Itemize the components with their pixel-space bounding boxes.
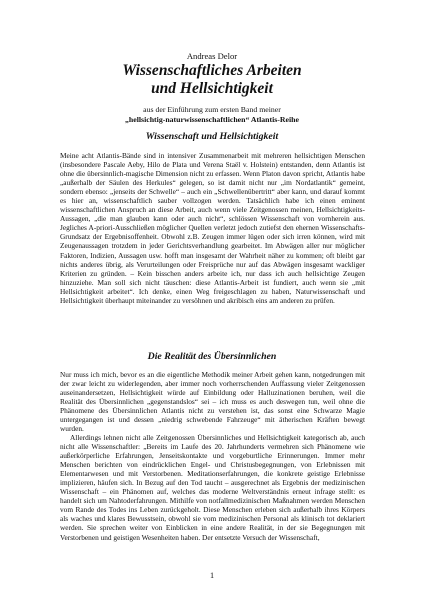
source-line-2: „hellsichtig-naturwissenschaftlichen“ Atlantis-Reihe (125, 115, 299, 124)
section-1-paragraph: Meine acht Atlantis-Bände sind in intensiver Zusammenarbeit mit mehreren hellsichtigen Menschen (insbesondere Pascale Aeby, Hilo de Plata und Verena Staël v. Holstein) entstanden, denn Atlantis ist ohne die übersinnlich-magische Dimension nicht zu erfassen. Wenn Platon davon spricht, Atlantis habe „außerhalb der Säulen des Herkules“ gelegen, so ist damit nicht nur „im Nordatlantik“ gemeint, sondern ebenso: „jenseits der Schwelle“ – auch ein „Schwellenübertritt“ aber kann, und darauf kommt es hier an, wissenschaftlich sauber vollzogen werden. Tatsächlich habe ich einen eminent wissenschaftlichen Anspruch an diese Arbeit, auch wenn viele Zeitgenossen meinen, Hellsichtigkeits-Aussagen, „die man glauben kann oder auch nicht“, schlössen Wissenschaft von vornherein aus. Jegliches A-priori-Ausschließen möglicher Quellen verletzt jedoch zutiefst den ehernen Wissenschafts-Grundsatz der Ergebnisoffenheit. Obwohl z.B. Zeugen immer lügen oder sich irren können, wird mit Zeugenaussagen trotzdem in jeder Gerichtsverhandlung gearbeitet. Im Abwägen aller nur möglicher Faktoren, Indizien, Aussagen usw. hofft man insgesamt der Wahrheit näher zu kommen; oft bleibt gar nichts anderes übrig, als Verurteilungen oder Freisprüche nur auf das Abwägen insgesamt wackliger Kriterien zu gründen. – Kein bisschen anders arbeite ich, nur dass ich auch hellsichtige Zeugen hinzuziehe. Man soll sich nicht täuschen: diese Atlantis-Arbeit ist fundiert, auch wenn sie „mit Hellsichtigkeit arbeitet“. Ich denke, einen Weg freigeschlagen zu haben, Naturwissenschaft und Hellsichtigkeit überhaupt miteinander zu versöhnen und akribisch eins am anderen zu prüfen. (60, 151, 365, 305)
article-title (0, 62, 424, 98)
source-note (0, 105, 424, 125)
title-line-1: Wissenschaftliches Arbeiten (122, 62, 302, 79)
section-heading-1: Wissenschaft und Hellsichtigkeit (145, 131, 279, 142)
section-2-paragraph-1: Nur muss ich mich, bevor es an die eigentliche Methodik meiner Arbeit gehen kann, notgedrungen mit der zwar leicht zu widerlegenden, aber immer noch vorherrschenden Auffassung vieler Zeitgenossen auseinandersetzen, Hellsichtigkeit würde auf Einbildung oder Halluzinationen beruhen, weil die Realität des Übersinnlichen „gegenstandslos“ sei – ich muss es auch deswegen tun, weil ohne die Phänomene des Übersinnlichen Atlantis nicht zu verstehen ist, das sonst eine Schwarze Magie untergegangen ist und dessen „niedrig schwebende Fahrzeuge“ mit ätherischen Kräften bewegt wurden. (60, 370, 365, 434)
section-2-paragraph-2: Allerdings lehnen nicht alle Zeitgenossen Übersinnliches und Hellsichtigkeit kategorisch ab, auch nicht alle Wissenschaftler: „Bereits im Laufe des 20. Jahrhunderts vermehren sich Phänomene wie außerkörperliche Erfahrungen, Jenseitskontakte und vorgeburtliche Erinnerungen. Immer mehr Menschen berichten von eindrücklichen Engel- und Christusbegegnungen, von Erlebnissen mit Elementarwesen und mit Verstorbenen. Meditationserfahrungen, die konkrete geistige Erlebnisse implizieren, häufen sich. In Bezug auf den Tod taucht – ausgerechnet als Ergebnis der medizinischen Wissenschaft – ein Phänomen auf, welches das moderne Weltverständnis erneut infrage stellt: es handelt sich um Nahtoderfahrungen. Mithilfe von notfallmedizinischen Maßnahmen werden Menschen vom Rande des Todes ins Leben zurückgeholt. Diese Menschen erleben sich außerhalb ihres Körpers als waches und klares Bewusstsein, obwohl sie vom medizinischen Personal als klinisch tot deklariert werden. Sie sprechen weiter von Einblicken in eine andere Realität, in der sie Begegnungen mit Verstorbenen und geistigen Wesenheiten haben. Der entsetzte Versuch der Wissenschaft, (60, 433, 365, 542)
title-line-2: und Hellsichtigkeit (151, 80, 273, 97)
author-name: Andreas Delor (186, 51, 238, 61)
source-line-1: aus der Einführung zum ersten Band meiner (143, 105, 281, 114)
page-number: 1 (209, 571, 215, 580)
section-heading-2: Die Realität des Übersinnlichen (147, 351, 277, 362)
